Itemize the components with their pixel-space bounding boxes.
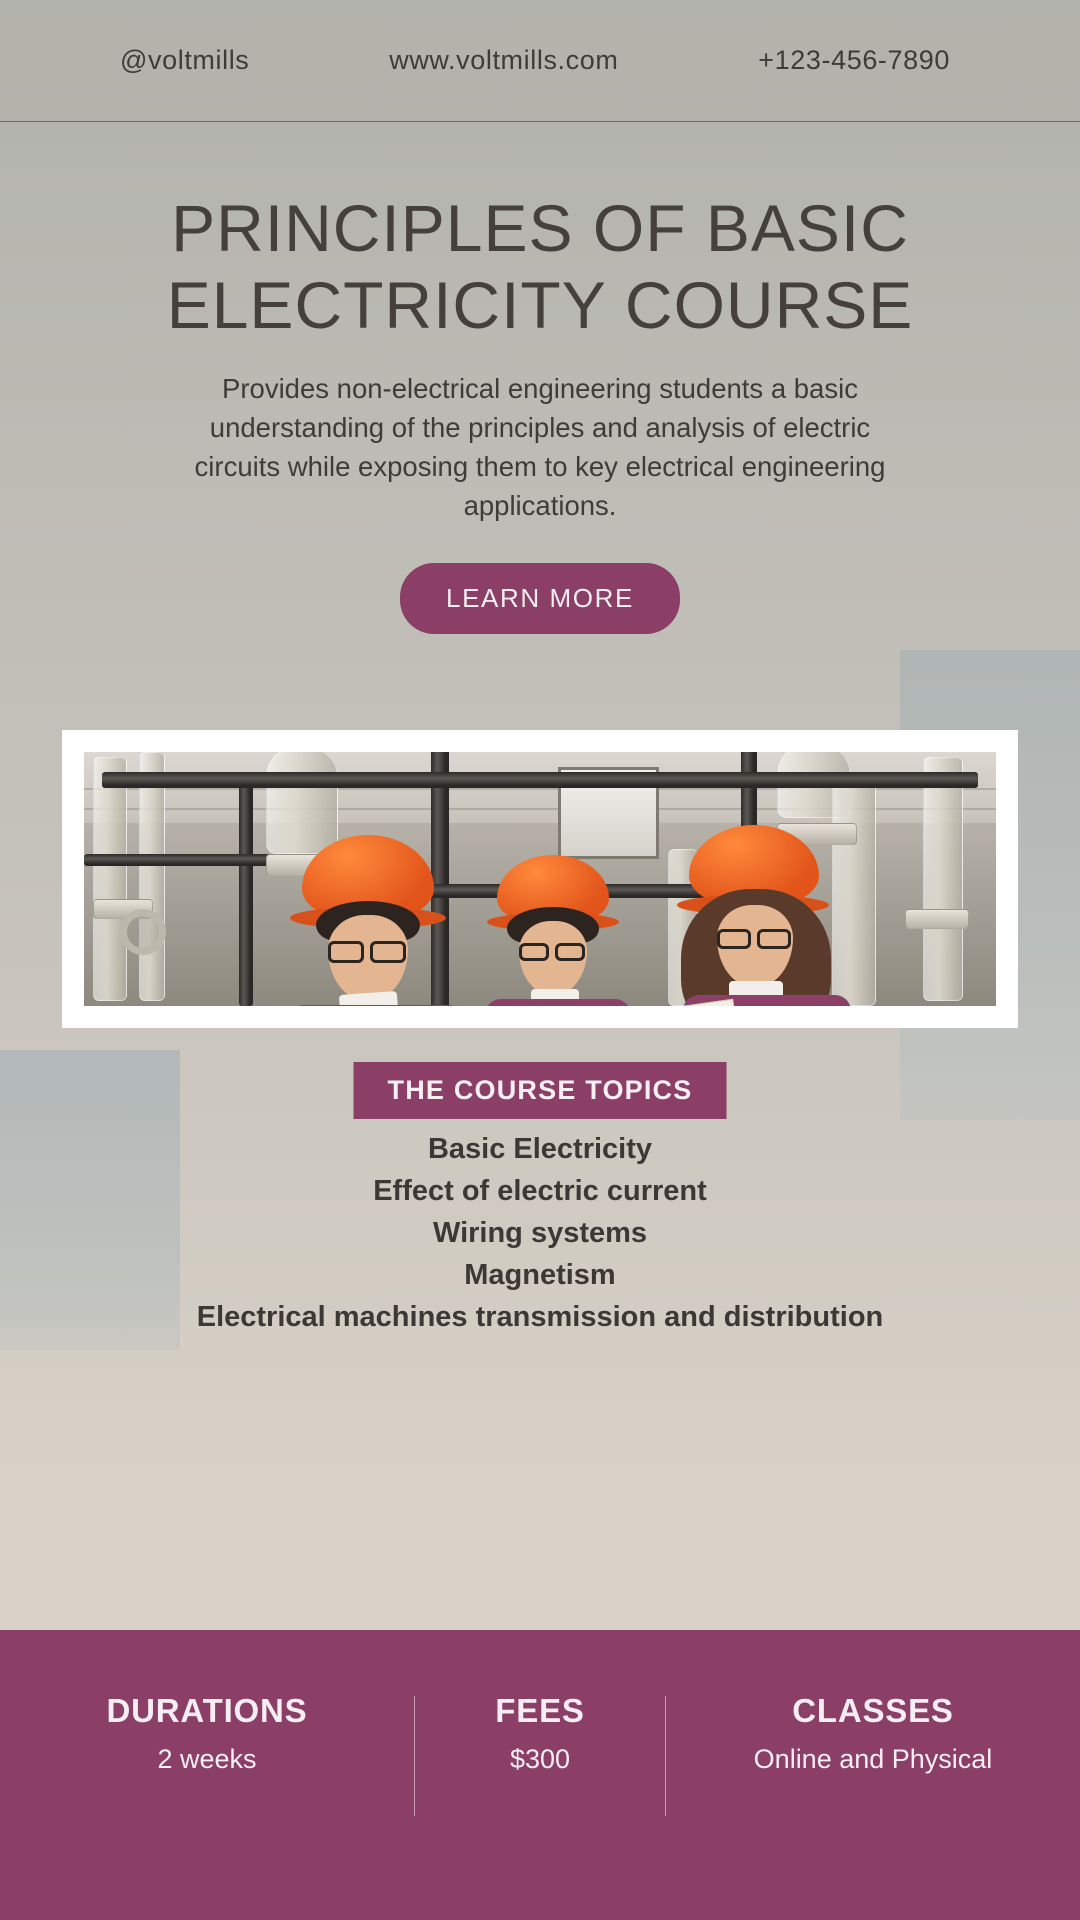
course-photo-frame: [62, 730, 1018, 1028]
course-photo: [84, 752, 996, 1006]
classes-heading: CLASSES: [792, 1692, 954, 1729]
list-item: Wiring systems: [432, 1216, 648, 1249]
page-subtitle: Provides non-electrical engineering students a basic understanding of the principles and analysis of electric circuits while exposing them to key electrical engineering applications.: [194, 373, 886, 522]
student-right: [659, 823, 879, 1006]
classes-value: Online and Physical: [753, 1744, 993, 1774]
phone-number[interactable]: +123-456-7890: [758, 45, 950, 75]
student-left: [266, 823, 496, 1006]
list-item: Basic Electricity: [427, 1133, 653, 1165]
list-item: Effect of electric current: [373, 1174, 707, 1207]
website-url[interactable]: www.voltmills.com: [389, 45, 619, 75]
topics-heading: THE COURSE TOPICS: [354, 1062, 727, 1119]
lab-scene-illustration: [84, 752, 996, 1006]
durations-heading: DURATIONS: [106, 1692, 308, 1729]
hero-section: [0, 190, 1080, 634]
durations-value: 2 weeks: [157, 1744, 257, 1774]
footer-column-durations: [0, 1692, 414, 1856]
social-handle[interactable]: @voltmills: [120, 45, 250, 75]
footer-column-classes: [666, 1692, 1080, 1856]
contact-bar: [0, 0, 1080, 122]
fees-heading: FEES: [495, 1692, 585, 1729]
fees-value: $300: [509, 1744, 571, 1774]
footer-details-bar: [0, 1630, 1080, 1920]
page-title: PRINCIPLES OF BASIC ELECTRICITY COURSE: [166, 191, 914, 342]
footer-column-fees: [415, 1692, 665, 1856]
topics-list: [0, 1126, 1080, 1336]
list-item: Magnetism: [464, 1258, 616, 1291]
learn-more-button[interactable]: LEARN MORE: [400, 563, 680, 634]
list-item: Electrical machines transmission and distribution: [196, 1300, 884, 1333]
student-middle: [467, 849, 657, 1006]
